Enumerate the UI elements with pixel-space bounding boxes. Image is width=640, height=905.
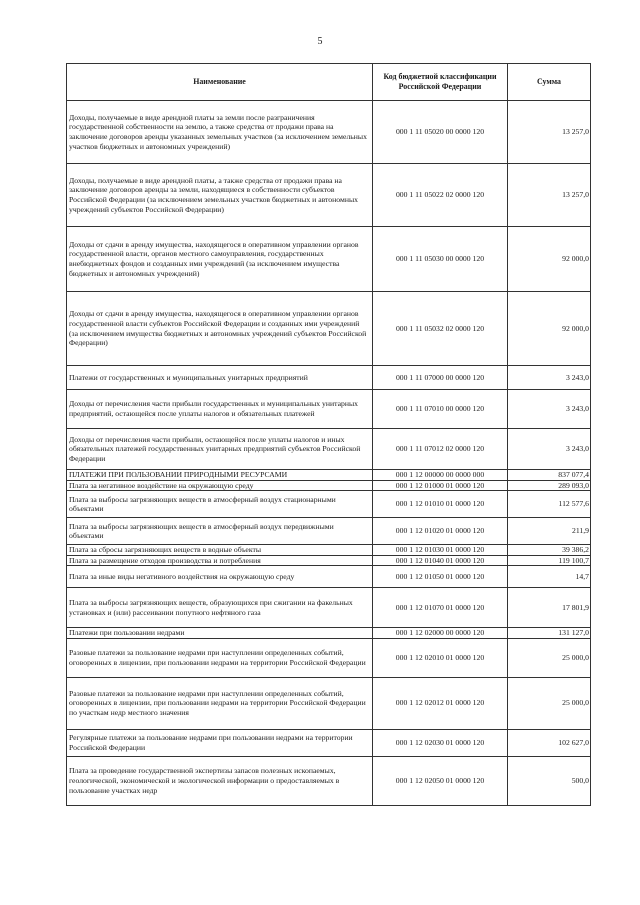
table-row (67, 677, 591, 729)
row-sum: 39 386,2 (508, 545, 591, 556)
row-sum: 837 077,4 (508, 470, 591, 481)
row-code: 000 1 12 01040 01 0000 120 (373, 555, 508, 566)
row-code: 000 1 11 07000 00 0000 120 (373, 366, 508, 390)
row-sum: 500,0 (508, 756, 591, 805)
table-row (67, 470, 591, 481)
table-row (67, 390, 591, 429)
row-sum: 13 257,0 (508, 101, 591, 164)
row-name: Платежи от государственных и муниципальных унитарных предприятий (67, 366, 373, 390)
budget-revenue-table (66, 63, 591, 806)
table-row (67, 588, 591, 628)
table-row (67, 518, 591, 545)
row-name: Плата за негативное воздействие на окружающую среду (67, 480, 373, 491)
header-code: Код бюджетной классификации Российской Федерации (373, 64, 508, 101)
row-sum: 92 000,0 (508, 292, 591, 366)
row-name: Плата за выбросы загрязняющих веществ в атмосферный воздух передвижными объектами (67, 518, 373, 545)
row-code: 000 1 12 01010 01 0000 120 (373, 491, 508, 518)
table-header-row (67, 64, 591, 101)
row-name: Плата за проведение государственной экспертизы запасов полезных ископаемых, геологической, экономической и экологической информации о предоставляемых в пользование участках недр (67, 756, 373, 805)
page-number: 5 (317, 36, 323, 47)
row-sum: 17 801,9 (508, 588, 591, 628)
row-name: Разовые платежи за пользование недрами при наступлении определенных событий, оговоренных в лицензии, при пользовании недрами на территории Российской Федерации (67, 638, 373, 677)
row-code: 000 1 11 07010 00 0000 120 (373, 390, 508, 429)
row-name: Платежи при пользовании недрами (67, 628, 373, 639)
row-name: Доходы от перечисления части прибыли, остающейся после уплаты налогов и иных обязательных платежей государственных унитарных предприятий субъектов Российской Федерации (67, 429, 373, 470)
row-sum: 14,7 (508, 566, 591, 588)
row-sum: 102 627,0 (508, 729, 591, 756)
row-sum: 3 243,0 (508, 429, 591, 470)
header-name: Наименование (67, 64, 373, 101)
row-sum: 119 100,7 (508, 555, 591, 566)
row-sum: 25 000,0 (508, 677, 591, 729)
row-code: 000 1 11 05022 02 0000 120 (373, 164, 508, 227)
table-row (67, 101, 591, 164)
row-sum: 3 243,0 (508, 390, 591, 429)
row-code: 000 1 12 01030 01 0000 120 (373, 545, 508, 556)
table-row (67, 366, 591, 390)
row-code: 000 1 12 01020 01 0000 120 (373, 518, 508, 545)
table-row (67, 227, 591, 292)
table-row (67, 480, 591, 491)
row-name: Доходы от сдачи в аренду имущества, находящегося в оперативном управлении органов государственной власти субъектов Российской Федерации и созданных ими учреждений (за исключением имущества бюджетных и автономных учреждений субъектов Российской Федерации) (67, 292, 373, 366)
table-row (67, 292, 591, 366)
table-row (67, 164, 591, 227)
table-row (67, 638, 591, 677)
row-code: 000 1 11 07012 02 0000 120 (373, 429, 508, 470)
table-row (67, 628, 591, 639)
table-row (67, 566, 591, 588)
row-name: Доходы, получаемые в виде арендной платы, а также средства от продажи права на заключение договоров аренды за земли, находящиеся в собственности субъектов Российской Федерации (за исключением земельных участков бюджетных и автономных учреждений субъектов Российской Федерации) (67, 164, 373, 227)
row-code: 000 1 12 02010 01 0000 120 (373, 638, 508, 677)
row-name: Доходы от перечисления части прибыли государственных и муниципальных унитарных предприятий, остающейся после уплаты налогов и обязательных платежей (67, 390, 373, 429)
row-code: 000 1 12 01000 01 0000 120 (373, 480, 508, 491)
row-code: 000 1 11 05030 00 0000 120 (373, 227, 508, 292)
row-sum: 13 257,0 (508, 164, 591, 227)
row-code: 000 1 11 05032 02 0000 120 (373, 292, 508, 366)
header-sum: Сумма (508, 64, 591, 101)
row-name: Плата за выбросы загрязняющих веществ, образующихся при сжигании на факельных установках и (или) рассеивании попутного нефтяного газа (67, 588, 373, 628)
row-name: Регулярные платежи за пользование недрами при пользовании недрами на территории Российской Федерации (67, 729, 373, 756)
row-name: Плата за сбросы загрязняющих веществ в водные объекты (67, 545, 373, 556)
row-name: Доходы, получаемые в виде арендной платы за земли после разграничения государственной собственности на землю, а также средства от продажи права на заключение договоров аренды указанных земельных участков (за исключением земельных участков бюджетных и автономных учреждений) (67, 101, 373, 164)
row-code: 000 1 12 02030 01 0000 120 (373, 729, 508, 756)
row-name: Плата за размещение отходов производства и потребления (67, 555, 373, 566)
row-sum: 112 577,6 (508, 491, 591, 518)
row-name: Разовые платежи за пользование недрами при наступлении определенных событий, оговоренных в лицензии, при пользовании недрами на территории Российской Федерации по участкам недр местного значения (67, 677, 373, 729)
row-name: Плата за иные виды негативного воздействия на окружающую среду (67, 566, 373, 588)
row-code: 000 1 12 01070 01 0000 120 (373, 588, 508, 628)
table-row (67, 429, 591, 470)
table-row (67, 491, 591, 518)
row-sum: 131 127,0 (508, 628, 591, 639)
row-sum: 25 000,0 (508, 638, 591, 677)
row-code: 000 1 12 02050 01 0000 120 (373, 756, 508, 805)
row-name: Плата за выбросы загрязняющих веществ в атмосферный воздух стационарными объектами (67, 491, 373, 518)
row-sum: 3 243,0 (508, 366, 591, 390)
row-name: Доходы от сдачи в аренду имущества, находящегося в оперативном управлении органов государственной власти, органов местного самоуправления, государственных внебюджетных фондов и созданных ими учреждений (за исключением имущества бюджетных и автономных учреждений) (67, 227, 373, 292)
row-code: 000 1 12 02000 00 0000 120 (373, 628, 508, 639)
row-code: 000 1 12 00000 00 0000 000 (373, 470, 508, 481)
row-name: ПЛАТЕЖИ ПРИ ПОЛЬЗОВАНИИ ПРИРОДНЫМИ РЕСУРСАМИ (67, 470, 373, 481)
row-code: 000 1 12 01050 01 0000 120 (373, 566, 508, 588)
row-sum: 211,9 (508, 518, 591, 545)
row-sum: 289 093,0 (508, 480, 591, 491)
row-code: 000 1 12 02012 01 0000 120 (373, 677, 508, 729)
table-row (67, 545, 591, 556)
row-code: 000 1 11 05020 00 0000 120 (373, 101, 508, 164)
table-row (67, 729, 591, 756)
table-row (67, 756, 591, 805)
row-sum: 92 000,0 (508, 227, 591, 292)
table-row (67, 555, 591, 566)
